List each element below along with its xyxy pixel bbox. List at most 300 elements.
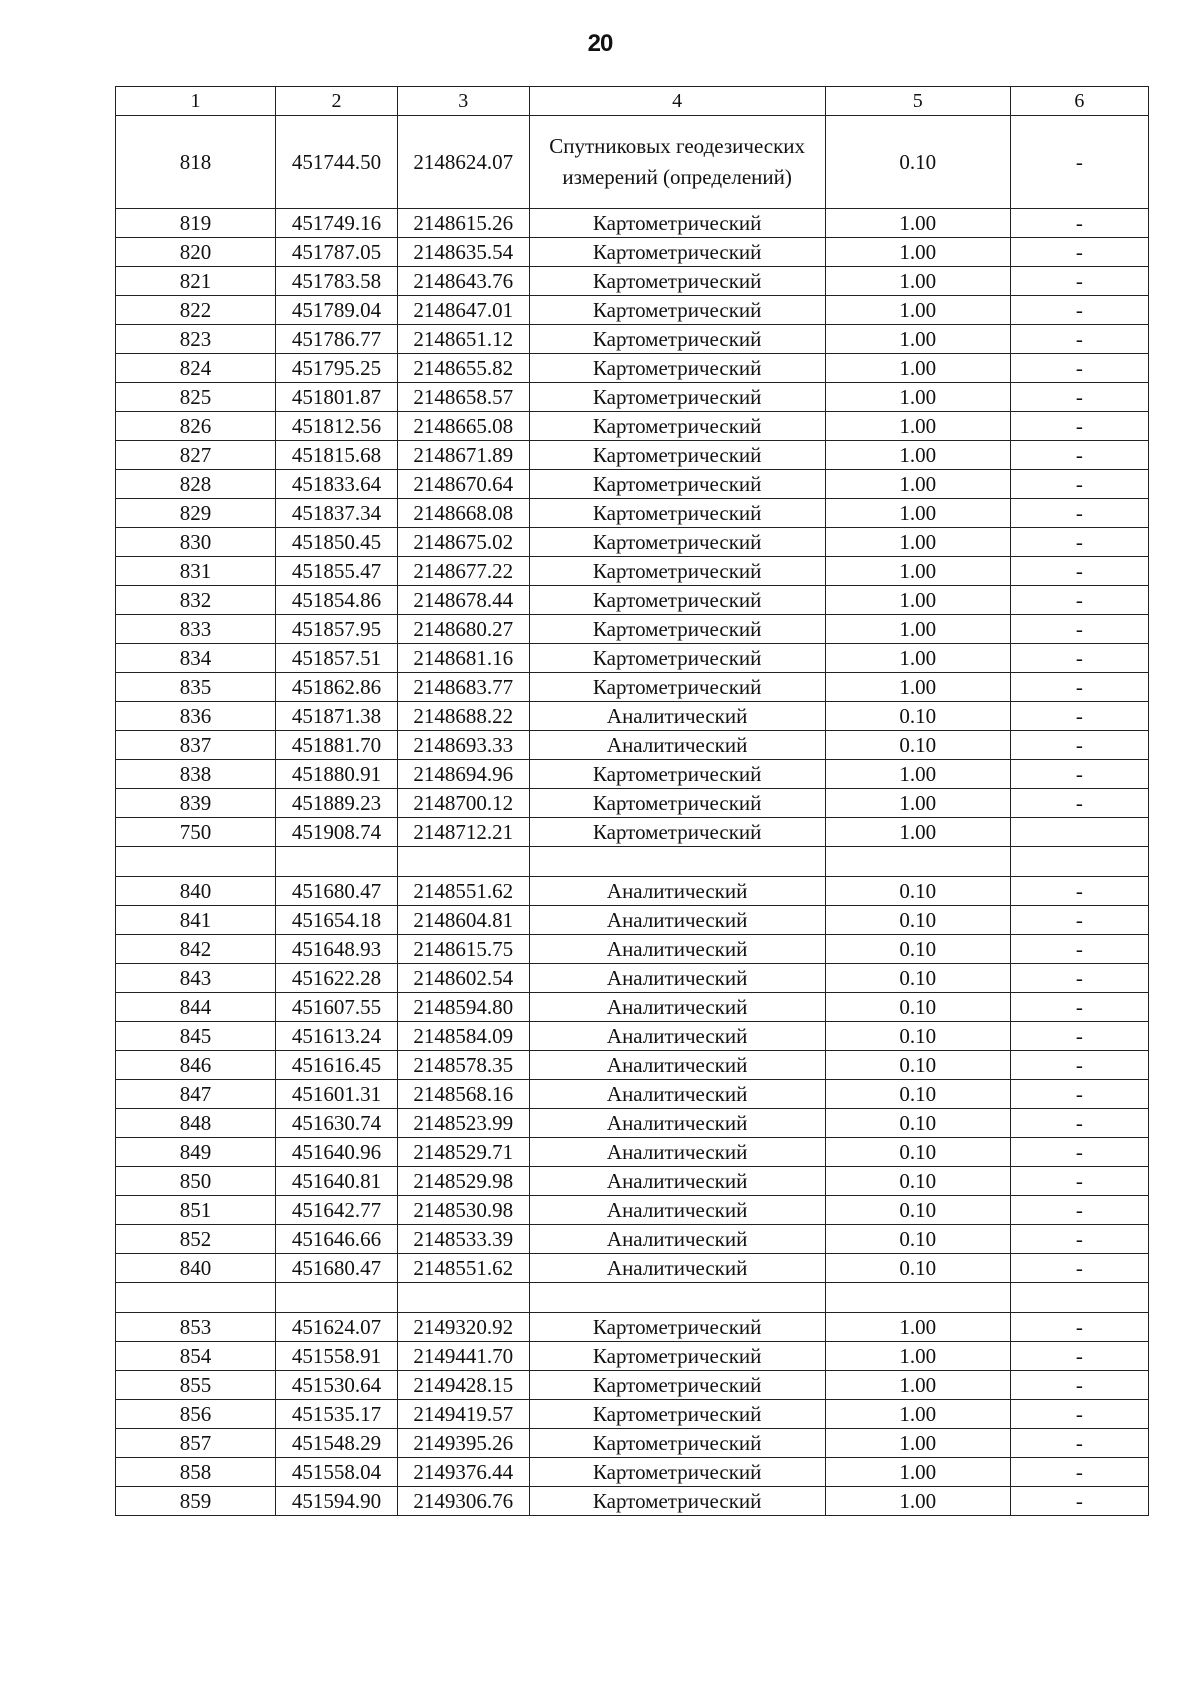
note-cell: - (1010, 209, 1148, 238)
accuracy-cell: 1.00 (825, 557, 1010, 586)
x-coordinate-cell: 451616.45 (276, 1051, 398, 1080)
column-header: 5 (825, 87, 1010, 116)
method-cell: Картометрический (529, 441, 825, 470)
accuracy-cell: 1.00 (825, 267, 1010, 296)
note-cell: - (1010, 383, 1148, 412)
point-number-cell: 840 (116, 877, 276, 906)
point-number-cell: 852 (116, 1225, 276, 1254)
note-cell: - (1010, 993, 1148, 1022)
table-row (116, 557, 1149, 586)
accuracy-cell: 1.00 (825, 1458, 1010, 1487)
y-coordinate-cell: 2148615.26 (397, 209, 529, 238)
x-coordinate-cell: 451850.45 (276, 528, 398, 557)
x-coordinate-cell: 451642.77 (276, 1196, 398, 1225)
point-number-cell: 831 (116, 557, 276, 586)
accuracy-cell: 1.00 (825, 586, 1010, 615)
note-cell: - (1010, 964, 1148, 993)
column-header: 1 (116, 87, 276, 116)
x-coordinate-cell: 451786.77 (276, 325, 398, 354)
note-cell: - (1010, 296, 1148, 325)
accuracy-cell: 0.10 (825, 1196, 1010, 1225)
table-row (116, 1225, 1149, 1254)
accuracy-cell: 1.00 (825, 441, 1010, 470)
note-cell: - (1010, 586, 1148, 615)
table-row (116, 1283, 1149, 1313)
accuracy-cell: 0.10 (825, 935, 1010, 964)
x-coordinate-cell: 451594.90 (276, 1487, 398, 1516)
note-cell: - (1010, 412, 1148, 441)
accuracy-cell (825, 847, 1010, 877)
note-cell: - (1010, 906, 1148, 935)
y-coordinate-cell: 2148643.76 (397, 267, 529, 296)
table-row (116, 818, 1149, 847)
point-number-cell: 859 (116, 1487, 276, 1516)
y-coordinate-cell: 2148712.21 (397, 818, 529, 847)
method-cell: Аналитический (529, 1225, 825, 1254)
y-coordinate-cell: 2148604.81 (397, 906, 529, 935)
x-coordinate-cell: 451646.66 (276, 1225, 398, 1254)
table-row (116, 760, 1149, 789)
point-number-cell: 846 (116, 1051, 276, 1080)
method-cell: Аналитический (529, 1051, 825, 1080)
note-cell: - (1010, 354, 1148, 383)
method-cell: Аналитический (529, 1254, 825, 1283)
note-cell: - (1010, 499, 1148, 528)
y-coordinate-cell: 2149306.76 (397, 1487, 529, 1516)
accuracy-cell: 1.00 (825, 1429, 1010, 1458)
method-cell: Картометрический (529, 354, 825, 383)
table-row (116, 1138, 1149, 1167)
accuracy-cell: 0.10 (825, 1022, 1010, 1051)
note-cell: - (1010, 789, 1148, 818)
y-coordinate-cell: 2148675.02 (397, 528, 529, 557)
x-coordinate-cell: 451812.56 (276, 412, 398, 441)
x-coordinate-cell: 451862.86 (276, 673, 398, 702)
note-cell: - (1010, 267, 1148, 296)
table-row (116, 1371, 1149, 1400)
accuracy-cell: 1.00 (825, 1342, 1010, 1371)
method-cell: Картометрический (529, 818, 825, 847)
point-number-cell: 823 (116, 325, 276, 354)
table-row (116, 1458, 1149, 1487)
x-coordinate-cell: 451854.86 (276, 586, 398, 615)
accuracy-cell: 0.10 (825, 702, 1010, 731)
accuracy-cell: 0.10 (825, 731, 1010, 760)
table-row (116, 644, 1149, 673)
x-coordinate-cell: 451530.64 (276, 1371, 398, 1400)
note-cell: - (1010, 528, 1148, 557)
method-cell: Аналитический (529, 702, 825, 731)
point-number-cell: 848 (116, 1109, 276, 1138)
accuracy-cell: 1.00 (825, 1313, 1010, 1342)
x-coordinate-cell: 451622.28 (276, 964, 398, 993)
accuracy-cell: 1.00 (825, 760, 1010, 789)
note-cell: - (1010, 877, 1148, 906)
table-row (116, 586, 1149, 615)
table-row (116, 470, 1149, 499)
y-coordinate-cell: 2148551.62 (397, 877, 529, 906)
table-row (116, 731, 1149, 760)
table-header-row (116, 87, 1149, 116)
method-cell (529, 1283, 825, 1313)
table-row (116, 1342, 1149, 1371)
table-row (116, 1254, 1149, 1283)
y-coordinate-cell: 2148635.54 (397, 238, 529, 267)
accuracy-cell: 1.00 (825, 470, 1010, 499)
method-cell: Аналитический (529, 1109, 825, 1138)
method-cell: Спутниковых геодезических измерений (определений) (529, 116, 825, 209)
method-cell: Картометрический (529, 528, 825, 557)
x-coordinate-cell: 451535.17 (276, 1400, 398, 1429)
point-number-cell: 821 (116, 267, 276, 296)
point-number-cell: 849 (116, 1138, 276, 1167)
point-number-cell: 837 (116, 731, 276, 760)
y-coordinate-cell: 2148647.01 (397, 296, 529, 325)
x-coordinate-cell: 451857.95 (276, 615, 398, 644)
method-cell: Картометрический (529, 325, 825, 354)
point-number-cell: 838 (116, 760, 276, 789)
y-coordinate-cell: 2148694.96 (397, 760, 529, 789)
table-row (116, 935, 1149, 964)
table-row (116, 906, 1149, 935)
point-number-cell: 835 (116, 673, 276, 702)
column-header: 6 (1010, 87, 1148, 116)
point-number-cell: 828 (116, 470, 276, 499)
note-cell: - (1010, 760, 1148, 789)
x-coordinate-cell: 451881.70 (276, 731, 398, 760)
y-coordinate-cell: 2148602.54 (397, 964, 529, 993)
accuracy-cell: 1.00 (825, 528, 1010, 557)
table-row (116, 1313, 1149, 1342)
accuracy-cell: 1.00 (825, 412, 1010, 441)
method-cell: Картометрический (529, 1313, 825, 1342)
x-coordinate-cell (276, 847, 398, 877)
y-coordinate-cell: 2148688.22 (397, 702, 529, 731)
point-number-cell: 855 (116, 1371, 276, 1400)
x-coordinate-cell: 451749.16 (276, 209, 398, 238)
method-cell: Картометрический (529, 1342, 825, 1371)
point-number-cell: 858 (116, 1458, 276, 1487)
y-coordinate-cell: 2148533.39 (397, 1225, 529, 1254)
table-row (116, 441, 1149, 470)
method-cell: Аналитический (529, 906, 825, 935)
point-number-cell: 847 (116, 1080, 276, 1109)
note-cell: - (1010, 441, 1148, 470)
table-row (116, 1196, 1149, 1225)
accuracy-cell: 1.00 (825, 325, 1010, 354)
x-coordinate-cell: 451680.47 (276, 877, 398, 906)
note-cell: - (1010, 1138, 1148, 1167)
note-cell: - (1010, 1313, 1148, 1342)
table-row (116, 1429, 1149, 1458)
y-coordinate-cell: 2148530.98 (397, 1196, 529, 1225)
point-number-cell: 820 (116, 238, 276, 267)
table-row (116, 528, 1149, 557)
accuracy-cell: 0.10 (825, 1225, 1010, 1254)
y-coordinate-cell: 2148584.09 (397, 1022, 529, 1051)
note-cell (1010, 1283, 1148, 1313)
table-row (116, 354, 1149, 383)
y-coordinate-cell: 2148671.89 (397, 441, 529, 470)
table-row (116, 964, 1149, 993)
y-coordinate-cell: 2148551.62 (397, 1254, 529, 1283)
x-coordinate-cell: 451783.58 (276, 267, 398, 296)
accuracy-cell: 0.10 (825, 1138, 1010, 1167)
method-cell: Картометрический (529, 499, 825, 528)
point-number-cell: 827 (116, 441, 276, 470)
accuracy-cell: 0.10 (825, 1167, 1010, 1196)
x-coordinate-cell: 451640.96 (276, 1138, 398, 1167)
note-cell (1010, 847, 1148, 877)
x-coordinate-cell: 451789.04 (276, 296, 398, 325)
point-number-cell: 830 (116, 528, 276, 557)
method-cell: Картометрический (529, 238, 825, 267)
note-cell: - (1010, 731, 1148, 760)
point-number-cell: 851 (116, 1196, 276, 1225)
note-cell: - (1010, 1458, 1148, 1487)
y-coordinate-cell: 2148658.57 (397, 383, 529, 412)
accuracy-cell: 1.00 (825, 499, 1010, 528)
accuracy-cell: 1.00 (825, 1371, 1010, 1400)
point-number-cell (116, 1283, 276, 1313)
point-number-cell: 843 (116, 964, 276, 993)
table-row (116, 1487, 1149, 1516)
y-coordinate-cell: 2149376.44 (397, 1458, 529, 1487)
y-coordinate-cell: 2148624.07 (397, 116, 529, 209)
accuracy-cell: 0.10 (825, 906, 1010, 935)
column-header: 3 (397, 87, 529, 116)
y-coordinate-cell: 2149428.15 (397, 1371, 529, 1400)
y-coordinate-cell: 2148693.33 (397, 731, 529, 760)
x-coordinate-cell: 451558.91 (276, 1342, 398, 1371)
note-cell: - (1010, 1429, 1148, 1458)
y-coordinate-cell: 2148680.27 (397, 615, 529, 644)
accuracy-cell: 1.00 (825, 615, 1010, 644)
method-cell: Картометрический (529, 1371, 825, 1400)
note-cell: - (1010, 325, 1148, 354)
x-coordinate-cell: 451889.23 (276, 789, 398, 818)
x-coordinate-cell: 451558.04 (276, 1458, 398, 1487)
note-cell: - (1010, 673, 1148, 702)
x-coordinate-cell: 451815.68 (276, 441, 398, 470)
accuracy-cell: 1.00 (825, 1487, 1010, 1516)
x-coordinate-cell: 451548.29 (276, 1429, 398, 1458)
accuracy-cell: 1.00 (825, 1400, 1010, 1429)
x-coordinate-cell: 451624.07 (276, 1313, 398, 1342)
point-number-cell: 839 (116, 789, 276, 818)
column-header: 2 (276, 87, 398, 116)
point-number-cell: 845 (116, 1022, 276, 1051)
x-coordinate-cell: 451908.74 (276, 818, 398, 847)
note-cell: - (1010, 557, 1148, 586)
y-coordinate-cell: 2148678.44 (397, 586, 529, 615)
y-coordinate-cell: 2148655.82 (397, 354, 529, 383)
x-coordinate-cell: 451837.34 (276, 499, 398, 528)
table-row (116, 499, 1149, 528)
y-coordinate-cell: 2148523.99 (397, 1109, 529, 1138)
x-coordinate-cell: 451787.05 (276, 238, 398, 267)
accuracy-cell: 0.10 (825, 116, 1010, 209)
table-row (116, 412, 1149, 441)
point-number-cell: 840 (116, 1254, 276, 1283)
note-cell: - (1010, 1254, 1148, 1283)
table-row (116, 993, 1149, 1022)
x-coordinate-cell: 451601.31 (276, 1080, 398, 1109)
method-cell: Аналитический (529, 993, 825, 1022)
table-row (116, 1109, 1149, 1138)
note-cell (1010, 818, 1148, 847)
method-cell: Аналитический (529, 1167, 825, 1196)
x-coordinate-cell: 451855.47 (276, 557, 398, 586)
point-number-cell: 842 (116, 935, 276, 964)
table-row (116, 1080, 1149, 1109)
note-cell: - (1010, 116, 1148, 209)
method-cell: Аналитический (529, 1080, 825, 1109)
point-number-cell (116, 847, 276, 877)
y-coordinate-cell (397, 1283, 529, 1313)
note-cell: - (1010, 1080, 1148, 1109)
y-coordinate-cell: 2148529.71 (397, 1138, 529, 1167)
note-cell: - (1010, 1371, 1148, 1400)
method-cell: Картометрический (529, 383, 825, 412)
point-number-cell: 856 (116, 1400, 276, 1429)
method-cell: Картометрический (529, 586, 825, 615)
x-coordinate-cell: 451654.18 (276, 906, 398, 935)
method-cell: Аналитический (529, 964, 825, 993)
method-cell: Картометрический (529, 760, 825, 789)
y-coordinate-cell: 2149320.92 (397, 1313, 529, 1342)
point-number-cell: 824 (116, 354, 276, 383)
y-coordinate-cell: 2148529.98 (397, 1167, 529, 1196)
y-coordinate-cell: 2148651.12 (397, 325, 529, 354)
x-coordinate-cell: 451880.91 (276, 760, 398, 789)
method-cell: Картометрический (529, 412, 825, 441)
accuracy-cell: 0.10 (825, 993, 1010, 1022)
point-number-cell: 750 (116, 818, 276, 847)
table-row (116, 877, 1149, 906)
method-cell: Картометрический (529, 1429, 825, 1458)
accuracy-cell: 0.10 (825, 1254, 1010, 1283)
table-row (116, 1167, 1149, 1196)
method-cell: Картометрический (529, 789, 825, 818)
point-number-cell: 836 (116, 702, 276, 731)
accuracy-cell: 1.00 (825, 238, 1010, 267)
note-cell: - (1010, 1051, 1148, 1080)
note-cell: - (1010, 1487, 1148, 1516)
coordinates-table (115, 86, 1149, 1516)
point-number-cell: 833 (116, 615, 276, 644)
y-coordinate-cell: 2148683.77 (397, 673, 529, 702)
point-number-cell: 853 (116, 1313, 276, 1342)
method-cell: Картометрический (529, 1458, 825, 1487)
method-cell: Картометрический (529, 557, 825, 586)
note-cell: - (1010, 1022, 1148, 1051)
table-row (116, 1051, 1149, 1080)
table-row (116, 296, 1149, 325)
column-header: 4 (529, 87, 825, 116)
x-coordinate-cell: 451613.24 (276, 1022, 398, 1051)
method-cell: Картометрический (529, 673, 825, 702)
x-coordinate-cell: 451795.25 (276, 354, 398, 383)
y-coordinate-cell: 2148681.16 (397, 644, 529, 673)
note-cell: - (1010, 1342, 1148, 1371)
method-cell: Аналитический (529, 935, 825, 964)
point-number-cell: 818 (116, 116, 276, 209)
y-coordinate-cell: 2149419.57 (397, 1400, 529, 1429)
method-cell: Картометрический (529, 267, 825, 296)
method-cell: Аналитический (529, 731, 825, 760)
accuracy-cell: 1.00 (825, 383, 1010, 412)
accuracy-cell: 0.10 (825, 1051, 1010, 1080)
y-coordinate-cell: 2148677.22 (397, 557, 529, 586)
method-cell: Аналитический (529, 877, 825, 906)
point-number-cell: 841 (116, 906, 276, 935)
table-row (116, 702, 1149, 731)
note-cell: - (1010, 644, 1148, 673)
x-coordinate-cell: 451833.64 (276, 470, 398, 499)
point-number-cell: 834 (116, 644, 276, 673)
accuracy-cell: 1.00 (825, 209, 1010, 238)
table-row (116, 615, 1149, 644)
x-coordinate-cell: 451871.38 (276, 702, 398, 731)
method-cell: Аналитический (529, 1138, 825, 1167)
point-number-cell: 832 (116, 586, 276, 615)
accuracy-cell (825, 1283, 1010, 1313)
method-cell: Картометрический (529, 615, 825, 644)
method-cell: Картометрический (529, 470, 825, 499)
method-cell: Картометрический (529, 1400, 825, 1429)
x-coordinate-cell: 451630.74 (276, 1109, 398, 1138)
table-row (116, 789, 1149, 818)
table-row (116, 673, 1149, 702)
table-row (116, 1400, 1149, 1429)
accuracy-cell: 0.10 (825, 964, 1010, 993)
y-coordinate-cell: 2148665.08 (397, 412, 529, 441)
method-cell: Картометрический (529, 296, 825, 325)
x-coordinate-cell (276, 1283, 398, 1313)
note-cell: - (1010, 1225, 1148, 1254)
note-cell: - (1010, 238, 1148, 267)
point-number-cell: 854 (116, 1342, 276, 1371)
accuracy-cell: 0.10 (825, 877, 1010, 906)
x-coordinate-cell: 451857.51 (276, 644, 398, 673)
note-cell: - (1010, 702, 1148, 731)
table-row (116, 267, 1149, 296)
accuracy-cell: 1.00 (825, 818, 1010, 847)
y-coordinate-cell: 2148668.08 (397, 499, 529, 528)
note-cell: - (1010, 1167, 1148, 1196)
table-row (116, 383, 1149, 412)
y-coordinate-cell (397, 847, 529, 877)
note-cell: - (1010, 1109, 1148, 1138)
point-number-cell: 829 (116, 499, 276, 528)
accuracy-cell: 1.00 (825, 296, 1010, 325)
point-number-cell: 825 (116, 383, 276, 412)
method-cell (529, 847, 825, 877)
x-coordinate-cell: 451744.50 (276, 116, 398, 209)
method-cell: Картометрический (529, 1487, 825, 1516)
point-number-cell: 819 (116, 209, 276, 238)
y-coordinate-cell: 2148670.64 (397, 470, 529, 499)
page-number: 20 (587, 30, 613, 57)
y-coordinate-cell: 2148700.12 (397, 789, 529, 818)
y-coordinate-cell: 2148615.75 (397, 935, 529, 964)
table-row (116, 116, 1149, 209)
point-number-cell: 850 (116, 1167, 276, 1196)
accuracy-cell: 0.10 (825, 1109, 1010, 1138)
method-cell: Аналитический (529, 1196, 825, 1225)
point-number-cell: 857 (116, 1429, 276, 1458)
